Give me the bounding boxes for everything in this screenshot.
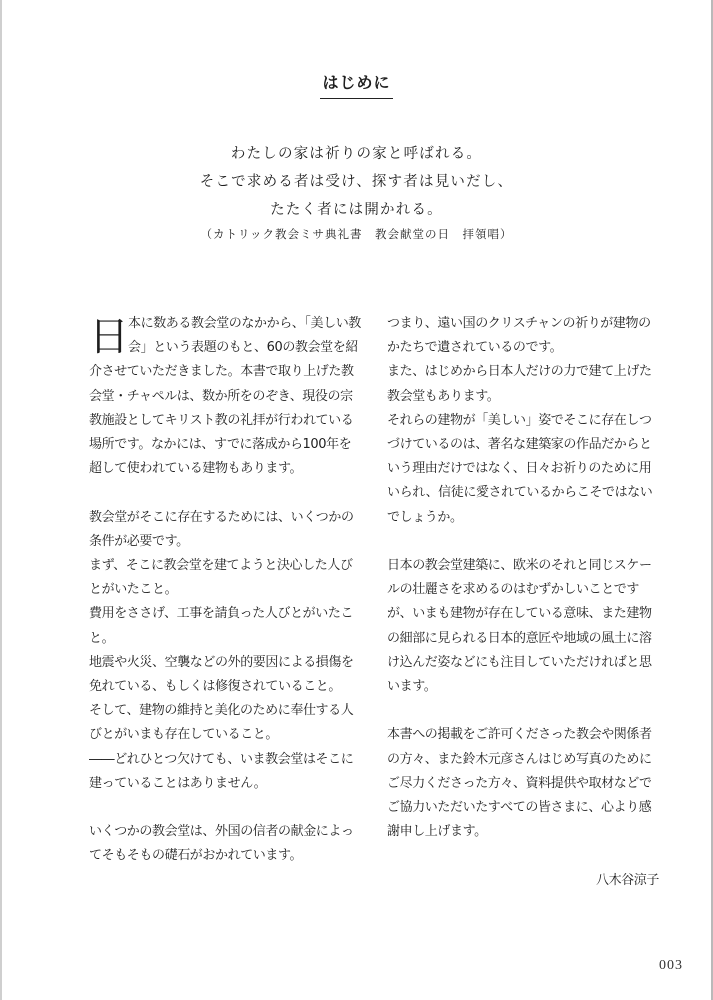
left-column xyxy=(89,312,361,869)
page-title: はじめに xyxy=(320,70,392,99)
epigraph-line: たたく者には開かれる。 xyxy=(270,202,443,218)
paragraph: 本書への掲載をご許可くださった教会や関係者の方々、また鈴木元彦さんはじめ写真のためにご尽力くださった方々、資料提供や取材などでご協力いただいたすべての皆さまに、心より感謝申し上げます。 xyxy=(387,727,652,840)
paragraph: 日本の教会堂建築に、欧米のそれと同じスケールの壮麗さを求めるのはむずかしいことですが、いまも建物が存在している意味、また建物の細部に見られる日本的意匠や地域の風土に溶け込んだ姿などにも注目していただければと思います。 xyxy=(387,558,652,695)
paragraph-text: 本に数ある教会堂のなかから、「美しい教会」という表題のもと、60の教会堂を紹介させていただきました。本書で取り上げた教会堂・チャペルは、数か所をのぞき、現役の宗教施設としてキリスト教の礼拝が行われている場所です。なかには、すでに落成から100年を超して使われている建物もあります。 xyxy=(89,316,361,477)
paragraph-line: まず、そこに教会堂を建てようと決心した人びとがいたこと。 xyxy=(89,558,353,598)
epigraph-line: そこで求める者は受け、探す者は見いだし、 xyxy=(199,174,514,190)
title-area xyxy=(0,70,713,99)
epigraph xyxy=(0,140,713,242)
paragraph-line: そして、建物の維持と美化のために奉仕する人びとがいまも存在していること。 xyxy=(89,703,354,743)
paragraph-line: 地震や火災、空襲などの外的要因による損傷を免れている、もしくは修復されていること。 xyxy=(89,654,354,695)
paragraph-line: 費用をささげ、工事を請負った人びとがいたこと。 xyxy=(89,606,354,646)
paragraph-line: 教会堂がそこに存在するためには、いくつかの条件が必要です。 xyxy=(89,509,354,549)
epigraph-source: （カトリック教会ミサ典礼書 教会献堂の日 拝領唱） xyxy=(200,227,513,241)
paragraph-line: ――どれひとつ欠けても、いま教会堂はそこに建っていることはありません。 xyxy=(89,751,354,791)
paragraph-line: それらの建物が「美しい」姿でそこに存在しつづけているのは、著名な建築家の作品だからという理由だけではなく、日々お祈りのために用いられ、信徒に愛されているからこそではないでしょうか。 xyxy=(387,412,653,525)
epigraph-line: わたしの家は祈りの家と呼ばれる。 xyxy=(230,146,483,162)
author-signature: 八木谷涼子 xyxy=(595,872,659,888)
paragraph-line: つまり、遠い国のクリスチャンの祈りが建物のかたちで遺されているのです。 xyxy=(387,316,651,356)
paragraph: いくつかの教会堂は、外国の信者の献金によってそもそもの礎石がおかれています。 xyxy=(89,824,354,864)
page-number: 003 xyxy=(659,958,683,973)
paragraph xyxy=(89,312,361,481)
paragraph-line: また、はじめから日本人だけの力で建て上げた教会堂もあります。 xyxy=(387,364,652,404)
drop-cap: 日 xyxy=(89,314,129,360)
right-column xyxy=(387,312,659,893)
